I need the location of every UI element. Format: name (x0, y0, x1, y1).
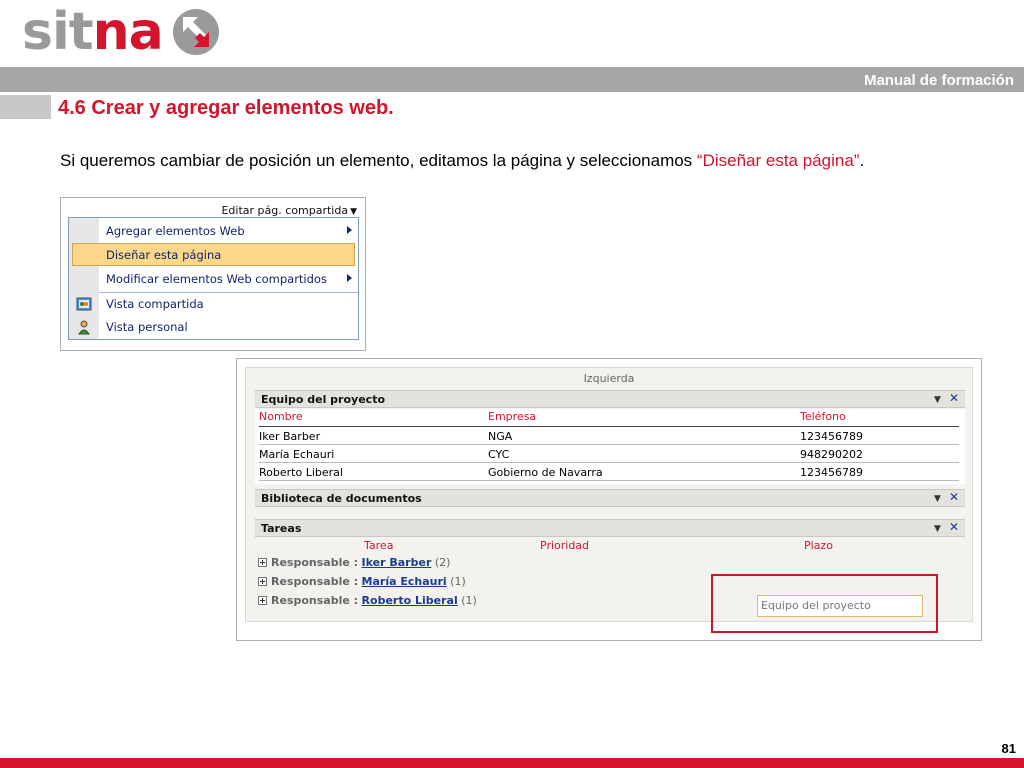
sitna-logo (22, 2, 221, 62)
intro-end: . (859, 151, 865, 170)
task-group-row[interactable] (258, 575, 466, 588)
manual-label: Manual de formación (863, 72, 1014, 89)
expand-icon[interactable] (258, 577, 267, 586)
column-header-deadline[interactable]: Plazo (804, 539, 833, 552)
page-title: 4.6 Crear y agregar elementos web. (58, 97, 394, 119)
table-cell: 123456789 (800, 466, 863, 479)
web-part-title: Tareas (261, 522, 302, 535)
close-icon[interactable]: ✕ (948, 490, 959, 504)
title-accent-block (0, 95, 51, 119)
dropdown-menu (68, 217, 359, 340)
column-header-priority[interactable]: Prioridad (540, 539, 590, 552)
web-part-header-team[interactable] (255, 390, 965, 408)
page-number: 81 (1001, 741, 1016, 756)
task-group-row[interactable] (258, 594, 477, 607)
logo-text-red: na (92, 2, 163, 62)
web-part-header-tasks[interactable] (255, 519, 965, 537)
submenu-arrow-icon (347, 274, 352, 282)
group-name-link[interactable]: María Echauri (361, 575, 447, 588)
chevron-down-icon: ▼ (350, 207, 357, 217)
web-part-title: Equipo del proyecto (261, 393, 386, 406)
task-group-row[interactable] (258, 556, 450, 569)
menu-item-shared-view[interactable] (69, 293, 358, 316)
column-header-name[interactable]: Nombre (259, 410, 303, 423)
table-cell: 948290202 (800, 448, 863, 461)
web-part-menu-icon[interactable]: ▼ (934, 524, 941, 534)
menu-item-add-web-parts[interactable] (69, 220, 358, 243)
header-bar (0, 67, 1024, 92)
team-list (255, 409, 965, 484)
web-part-title: Biblioteca de documentos (261, 492, 422, 505)
column-header-phone[interactable]: Teléfono (800, 410, 846, 423)
close-icon[interactable]: ✕ (948, 520, 959, 534)
expand-icon[interactable] (258, 558, 267, 567)
shared-view-icon (76, 296, 92, 312)
web-part-tools (934, 520, 959, 534)
intro-paragraph (60, 151, 864, 171)
web-part-header-library[interactable] (255, 489, 965, 507)
table-cell: María Echauri (259, 448, 335, 461)
bottom-bar (0, 758, 1024, 768)
group-count: (1) (450, 575, 466, 588)
menu-item-personal-view[interactable] (69, 316, 358, 339)
table-cell: Roberto Liberal (259, 466, 343, 479)
menu-item-label: Modificar elementos Web compartidos (106, 272, 327, 286)
menu-item-label: Vista personal (106, 320, 188, 334)
column-header-task[interactable]: Tarea (364, 539, 394, 552)
column-header-company[interactable]: Empresa (488, 410, 537, 423)
web-part-tools (934, 490, 959, 504)
edit-menu-screenshot (60, 197, 366, 351)
web-part-menu-icon[interactable]: ▼ (934, 395, 941, 405)
web-part-menu-icon[interactable]: ▼ (934, 494, 941, 504)
menu-item-label: Vista compartida (106, 297, 204, 311)
intro-highlight: “Diseñar esta página” (696, 151, 860, 170)
group-prefix: Responsable : (271, 556, 359, 569)
expand-icon[interactable] (258, 596, 267, 605)
edit-shared-page-menu[interactable] (221, 204, 357, 217)
group-count: (1) (461, 594, 477, 607)
group-name-link[interactable]: Roberto Liberal (361, 594, 458, 607)
table-cell: Iker Barber (259, 430, 321, 443)
group-count: (2) (434, 556, 451, 569)
dragging-web-part[interactable]: Equipo del proyecto (757, 595, 923, 617)
intro-text: Si queremos cambiar de posición un elemento, editamos la página y seleccionamos (60, 151, 697, 170)
menu-item-label: Agregar elementos Web (106, 224, 245, 238)
zone-label: Izquierda (583, 372, 635, 385)
group-prefix: Responsable : (271, 575, 359, 588)
group-prefix: Responsable : (271, 594, 359, 607)
header-divider (259, 426, 959, 427)
menu-item-modify-shared-web-parts[interactable] (69, 268, 358, 291)
table-cell: NGA (488, 430, 513, 443)
row-divider (259, 480, 959, 481)
row-divider (259, 444, 959, 445)
web-part-tools (934, 391, 959, 405)
menu-header-label: Editar pág. compartida (221, 204, 349, 217)
close-icon[interactable]: ✕ (948, 391, 959, 405)
row-divider (259, 462, 959, 463)
menu-item-label: Diseñar esta página (106, 248, 222, 262)
submenu-arrow-icon (347, 226, 352, 234)
menu-item-design-page[interactable] (72, 243, 355, 266)
highlight-frame (711, 574, 938, 633)
table-cell: 123456789 (800, 430, 863, 443)
table-cell: Gobierno de Navarra (488, 466, 603, 479)
logo-wordmark (22, 2, 163, 62)
logo-text-gray: sit (22, 2, 93, 62)
logo-arrows-icon (171, 7, 221, 57)
personal-view-icon (76, 319, 92, 335)
group-name-link[interactable]: Iker Barber (361, 556, 432, 569)
table-cell: CYC (488, 448, 510, 461)
